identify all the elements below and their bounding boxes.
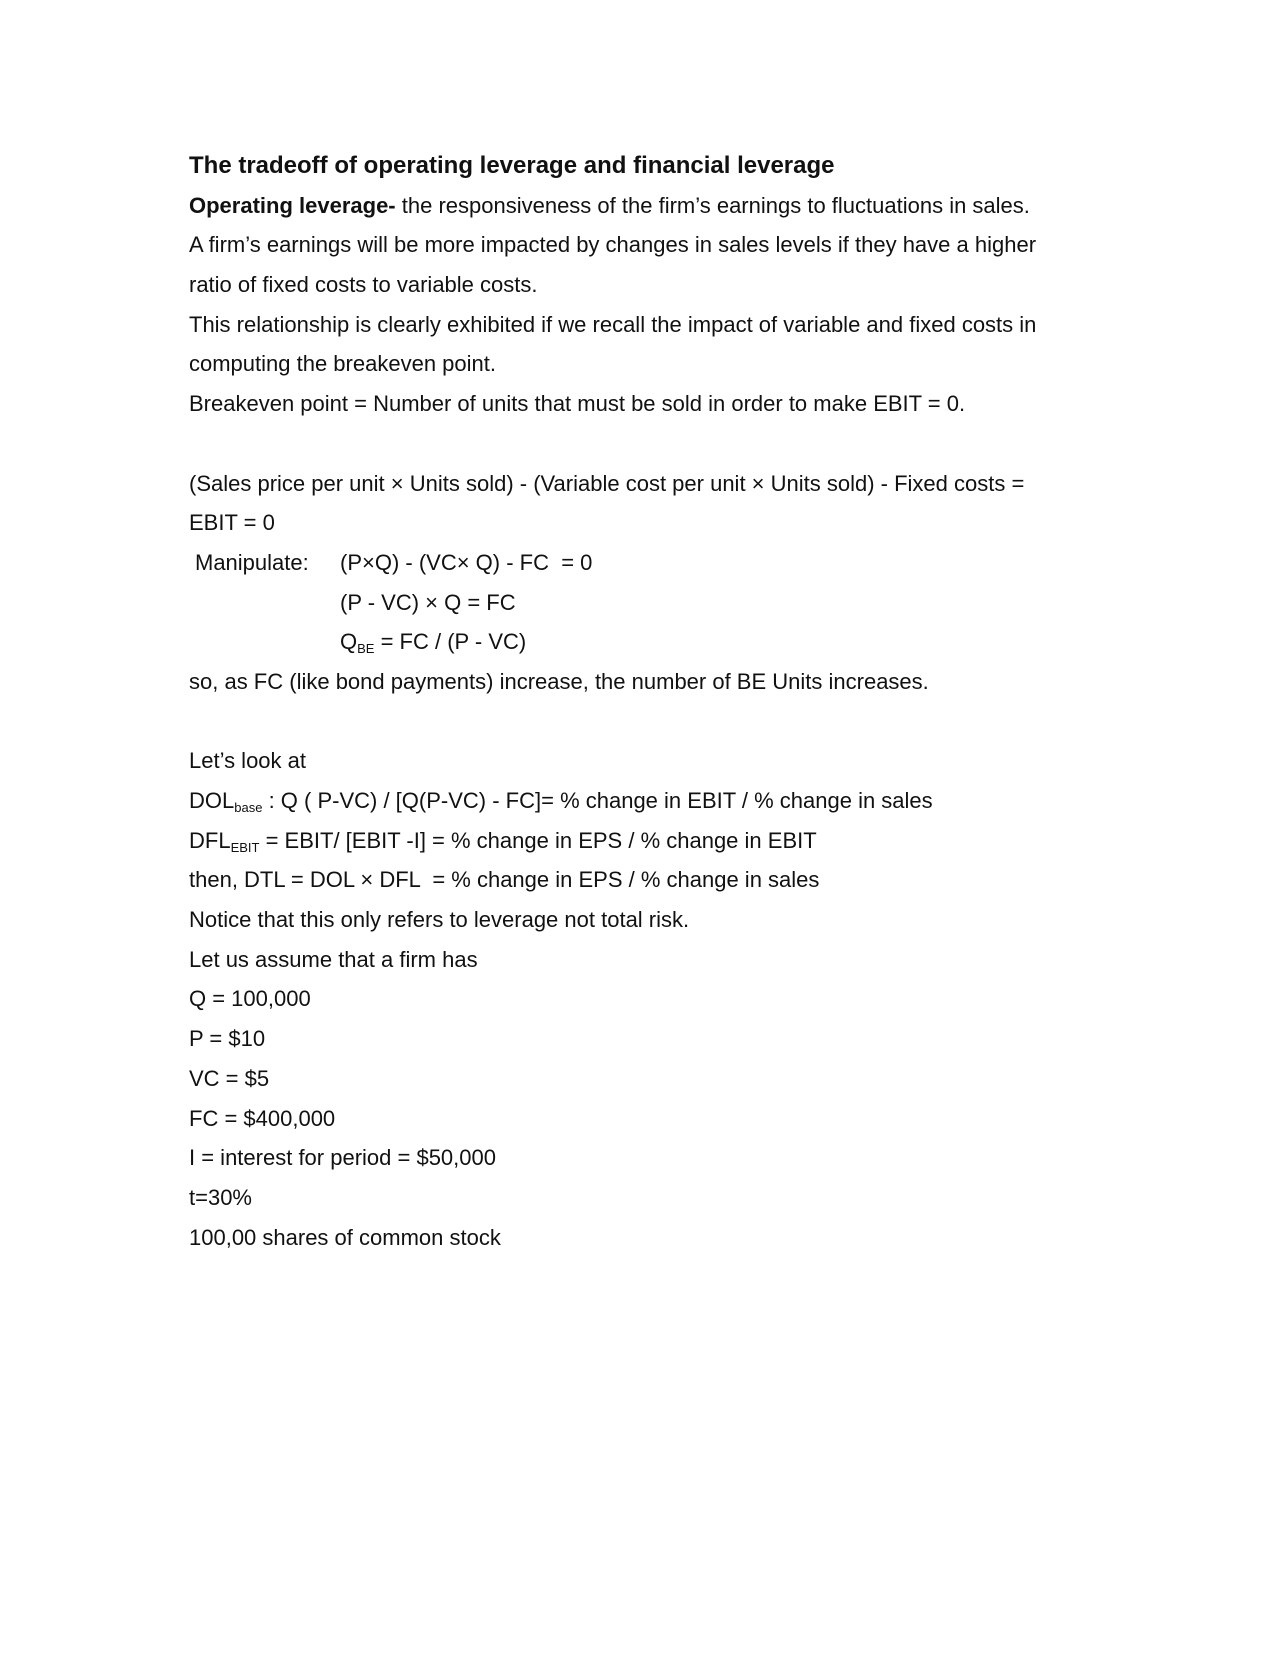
formula-text: = EBIT/ [EBIT -I] = % change in EPS / % change in EBIT	[259, 827, 817, 853]
definition-text: the responsiveness of the firm’s earnings to fluctuations in sales.	[395, 192, 1030, 218]
formula-text: : Q ( P-VC) / [Q(P-VC) - FC]= % change in EBIT / % change in sales	[262, 788, 933, 813]
variable: DFL	[189, 827, 231, 853]
manipulate-label: Manipulate:	[195, 549, 309, 575]
paragraph-line: Notice that this only refers to leverage not total risk.	[189, 907, 690, 933]
subscript: EBIT	[230, 839, 260, 855]
assumption-item: t=30%	[189, 1184, 252, 1210]
document-body	[189, 146, 1089, 1257]
paragraph-line: Let us assume that a firm has	[189, 946, 478, 972]
equation-step: (P - VC) × Q = FC	[340, 589, 516, 615]
paragraph-line: Let’s look at	[189, 748, 307, 774]
equation-step	[189, 622, 1089, 662]
breakeven-definition: Breakeven point = Number of units that must be sold in order to make EBIT = 0.	[189, 391, 966, 417]
spacer	[189, 424, 1089, 464]
paragraph-line: computing the breakeven point.	[189, 351, 496, 377]
variable: DOL	[189, 788, 235, 813]
subscript: base	[234, 800, 263, 815]
equation-text: = FC / (P - VC)	[374, 629, 527, 655]
definition-line	[189, 186, 1089, 226]
assumption-item: Q = 100,000	[189, 986, 311, 1012]
manipulate-step	[189, 543, 1089, 583]
dfl-formula	[189, 821, 1089, 861]
paragraph-line: A firm’s earnings will be more impacted by changes in sales levels if they have a higher	[189, 232, 1037, 258]
conclusion-line: so, as FC (like bond payments) increase, the number of BE Units increases.	[189, 668, 929, 694]
assumption-item: P = $10	[189, 1026, 266, 1052]
paragraph-line: This relationship is clearly exhibited if we recall the impact of variable and fixed costs in	[189, 311, 1037, 337]
assumption-item: 100,00 shares of common stock	[189, 1224, 501, 1250]
variable: Q	[340, 629, 358, 655]
assumption-item: FC = $400,000	[189, 1105, 336, 1131]
subscript: BE	[357, 641, 375, 657]
equation-step: (P×Q) - (VC× Q) - FC = 0	[340, 549, 593, 575]
paragraph-line: ratio of fixed costs to variable costs.	[189, 272, 538, 298]
definition-term: Operating leverage-	[189, 192, 396, 218]
page-title: The tradeoff of operating leverage and financial leverage	[189, 152, 835, 179]
equation-line: (Sales price per unit × Units sold) - (Variable cost per unit × Units sold) - Fixed costs =	[189, 470, 1025, 496]
equation-line: EBIT = 0	[189, 510, 275, 536]
dol-formula	[189, 781, 1089, 821]
dtl-formula: then, DTL = DOL × DFL = % change in EPS / % change in sales	[189, 867, 820, 893]
assumption-item: I = interest for period = $50,000	[189, 1145, 496, 1171]
spacer	[189, 702, 1089, 742]
assumption-item: VC = $5	[189, 1065, 270, 1091]
